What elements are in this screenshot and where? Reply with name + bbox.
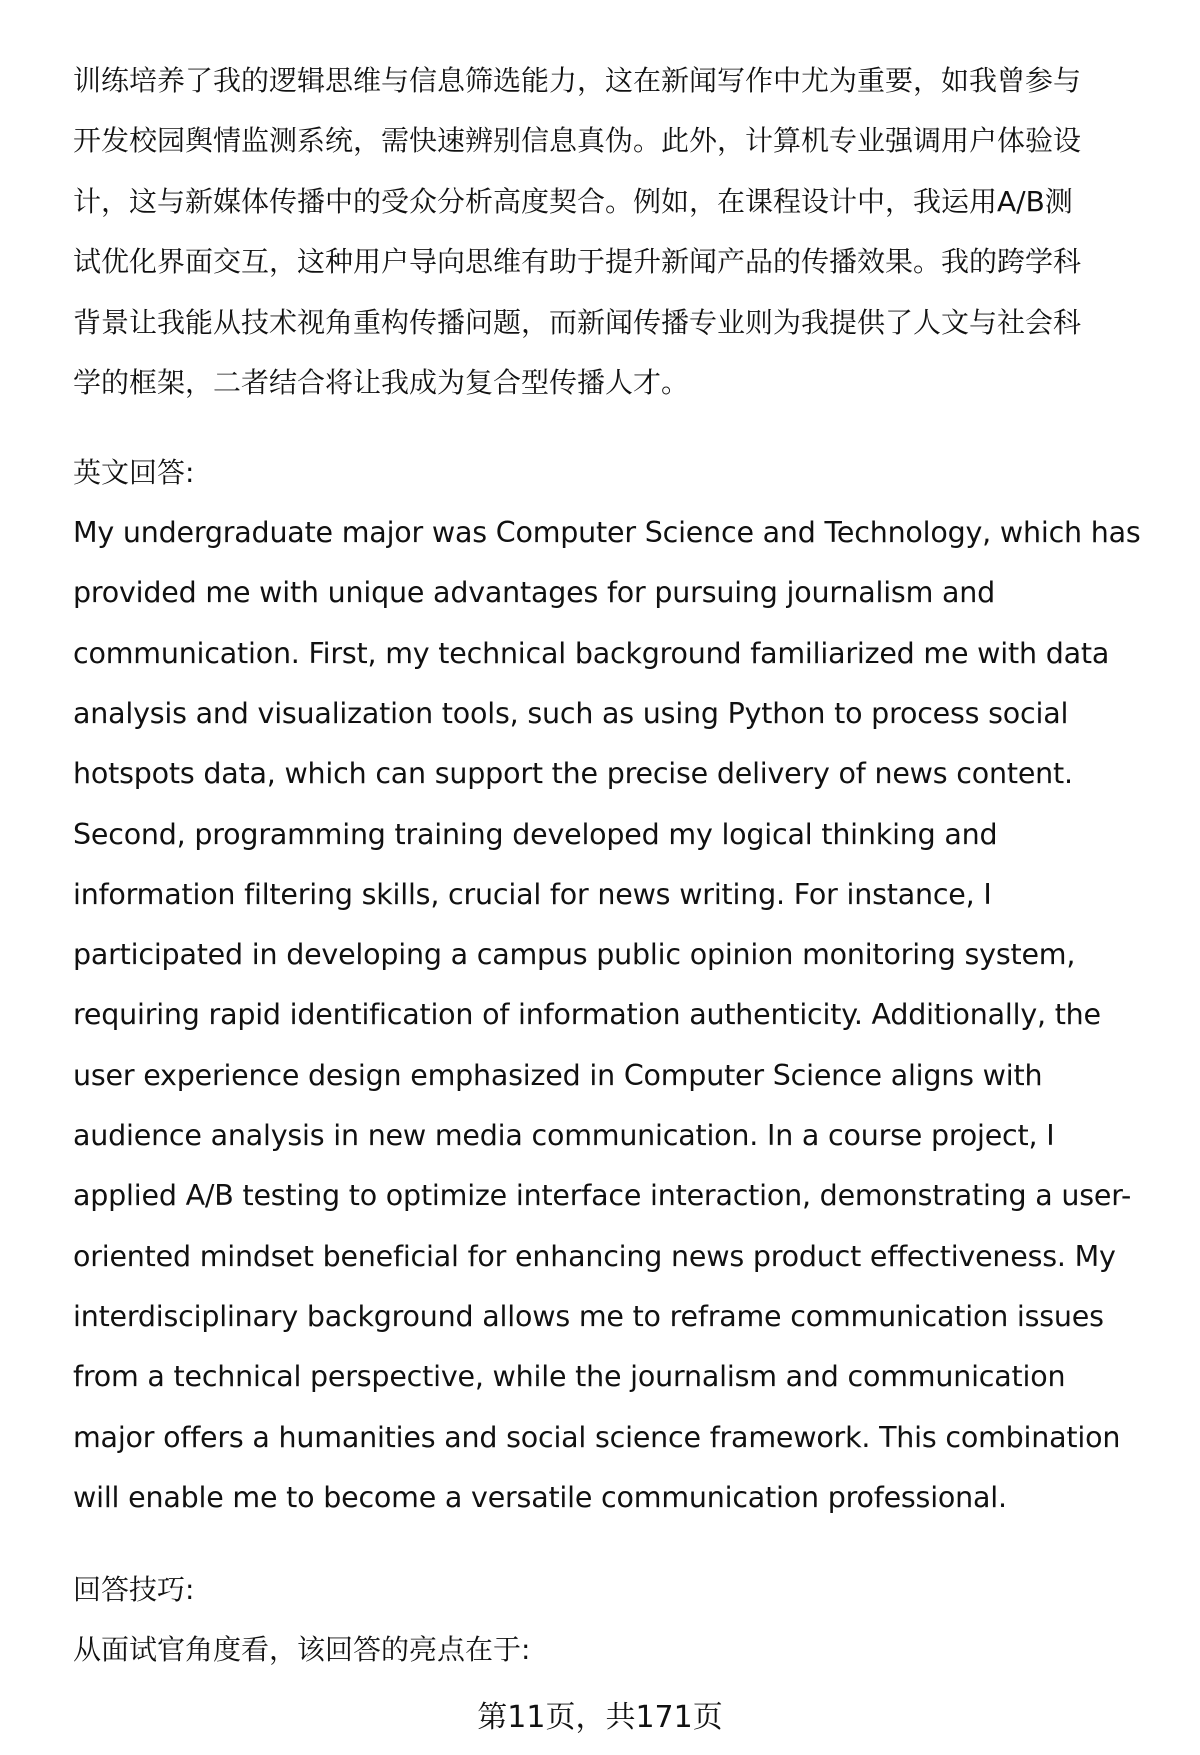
tips-intro: 从面试官角度看，该回答的亮点在于: <box>73 1633 531 1666</box>
english-paragraph-line: requiring rapid identification of information authenticity. Additionally, the <box>73 998 1101 1032</box>
tips-heading: 回答技巧: <box>73 1573 195 1606</box>
english-paragraph-line: Second, programming training developed my logical thinking and <box>73 817 998 851</box>
english-paragraph-line: information filtering skills, crucial for news writing. For instance, I <box>73 877 992 911</box>
chinese-paragraph-line: 试优化界面交互，这种用户导向思维有助于提升新闻产品的传播效果。我的跨学科 <box>73 245 1082 279</box>
english-paragraph-line: hotspots data, which can support the precise delivery of news content. <box>73 757 1073 791</box>
english-paragraph-line: My undergraduate major was Computer Science and Technology, which has <box>73 516 1141 549</box>
english-paragraph-line: audience analysis in new media communication. In a course project, I <box>73 1119 1055 1152</box>
english-paragraph-line: interdisciplinary background allows me to reframe communication issues <box>73 1299 1104 1333</box>
english-paragraph-line: participated in developing a campus public opinion monitoring system, <box>73 938 1076 972</box>
english-answer-heading: 英文回答: <box>73 456 195 489</box>
english-paragraph-line: major offers a humanities and social science framework. This combination <box>73 1420 1121 1454</box>
chinese-paragraph-line: 背景让我能从技术视角重构传播问题，而新闻传播专业则为我提供了人文与社会科 <box>73 305 1082 339</box>
english-paragraph-line: communication. First, my technical background familiarized me with data <box>73 636 1110 670</box>
english-paragraph-line: from a technical perspective, while the journalism and communication <box>73 1360 1066 1394</box>
page-number-footer: 第11页，共171页 <box>477 1700 723 1735</box>
chinese-paragraph-line: 学的框架，二者结合将让我成为复合型传播人才。 <box>73 366 690 399</box>
english-paragraph-line: will enable me to become a versatile communication professional. <box>73 1480 1007 1514</box>
english-paragraph-line: applied A/B testing to optimize interface interaction, demonstrating a user- <box>73 1179 1132 1213</box>
english-paragraph-line: provided me with unique advantages for pursuing journalism and <box>73 576 996 610</box>
english-paragraph-line: oriented mindset beneficial for enhancing news product effectiveness. My <box>73 1239 1116 1273</box>
chinese-paragraph-line: 开发校园舆情监测系统，需快速辨别信息真伪。此外，计算机专业强调用户体验设 <box>73 124 1082 158</box>
english-paragraph-line: analysis and visualization tools, such as using Python to process social <box>73 696 1069 730</box>
chinese-paragraph-line: 训练培养了我的逻辑思维与信息筛选能力，这在新闻写作中尤为重要，如我曾参与 <box>73 64 1082 97</box>
english-paragraph-line: user experience design emphasized in Computer Science aligns with <box>73 1058 1043 1092</box>
chinese-paragraph-line: 计，这与新媒体传播中的受众分析高度契合。例如，在课程设计中，我运用A/B测 <box>73 184 1073 218</box>
